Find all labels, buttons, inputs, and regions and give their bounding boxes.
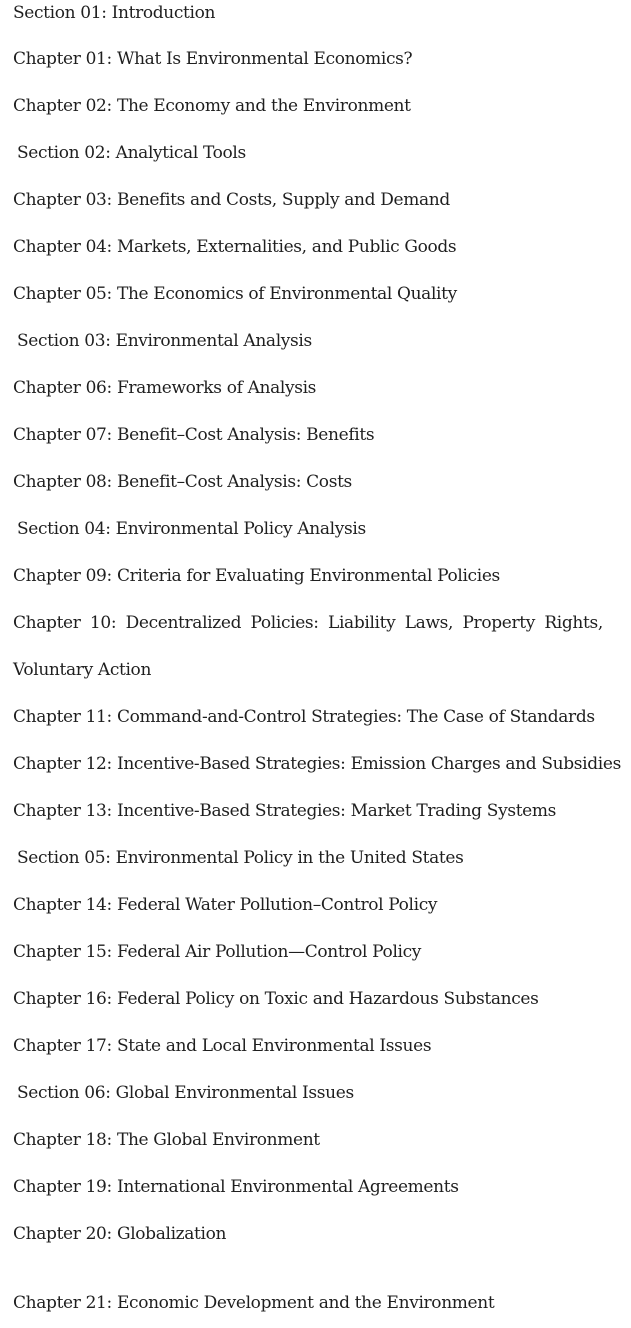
toc-entry-chapter-15: Chapter 15: Federal Air Pollution—Control Policy	[13, 942, 422, 962]
toc-entry-chapter-02: Chapter 02: The Economy and the Environment	[13, 96, 411, 116]
toc-entry-section-02: Section 02: Analytical Tools	[17, 143, 246, 163]
toc-entry-chapter-18: Chapter 18: The Global Environment	[13, 1130, 320, 1150]
toc-word: Policies:	[250, 613, 319, 633]
toc-entry-chapter-09: Chapter 09: Criteria for Evaluating Environmental Policies	[13, 566, 500, 586]
toc-entry-chapter-20: Chapter 20: Globalization	[13, 1224, 227, 1244]
toc-word: Decentralized	[125, 613, 242, 633]
toc-word: 10:	[89, 613, 117, 633]
toc-entry-chapter-08: Chapter 08: Benefit–Cost Analysis: Costs	[13, 472, 352, 492]
toc-entry-chapter-04: Chapter 04: Markets, Externalities, and Public Goods	[13, 237, 457, 257]
toc-word: Liability	[328, 613, 396, 633]
toc-entry-chapter-16: Chapter 16: Federal Policy on Toxic and Hazardous Substances	[13, 989, 539, 1009]
toc-entry-chapter-03: Chapter 03: Benefits and Costs, Supply and Demand	[13, 190, 450, 210]
toc-entry-section-01: Section 01: Introduction	[13, 3, 216, 23]
toc-entry-chapter-13: Chapter 13: Incentive-Based Strategies: Market Trading Systems	[13, 801, 557, 821]
toc-entry-section-03: Section 03: Environmental Analysis	[17, 331, 312, 351]
toc-entry-chapter-14: Chapter 14: Federal Water Pollution–Control Policy	[13, 895, 438, 915]
toc-entry-section-04: Section 04: Environmental Policy Analysis	[17, 519, 366, 539]
toc-word: Property	[462, 613, 535, 633]
toc-entry-section-06: Section 06: Global Environmental Issues	[17, 1083, 354, 1103]
toc-entry-chapter-06: Chapter 06: Frameworks of Analysis	[13, 378, 317, 398]
toc-word: Laws,	[404, 613, 454, 633]
toc-word: Chapter	[13, 613, 81, 633]
toc-entry-chapter-19: Chapter 19: International Environmental Agreements	[13, 1177, 459, 1197]
toc-entry-chapter-07: Chapter 07: Benefit–Cost Analysis: Benefits	[13, 425, 375, 445]
toc-entry-chapter-10	[13, 612, 603, 634]
toc-entry-chapter-21: Chapter 21: Economic Development and the Environment	[13, 1293, 495, 1313]
toc-entry-chapter-11: Chapter 11: Command-and-Control Strategies: The Case of Standards	[13, 707, 595, 727]
toc-entry-chapter-05: Chapter 05: The Economics of Environmental Quality	[13, 284, 457, 304]
toc-entry-section-05: Section 05: Environmental Policy in the United States	[17, 848, 464, 868]
toc-entry-chapter-12: Chapter 12: Incentive-Based Strategies: Emission Charges and Subsidies	[13, 754, 621, 774]
toc-entry-chapter-01: Chapter 01: What Is Environmental Economics?	[13, 49, 413, 69]
toc-entry-chapter-17: Chapter 17: State and Local Environmental Issues	[13, 1036, 432, 1056]
toc-word: Rights,	[544, 613, 603, 633]
toc-entry-chapter-10-continuation: Voluntary Action	[13, 660, 152, 680]
